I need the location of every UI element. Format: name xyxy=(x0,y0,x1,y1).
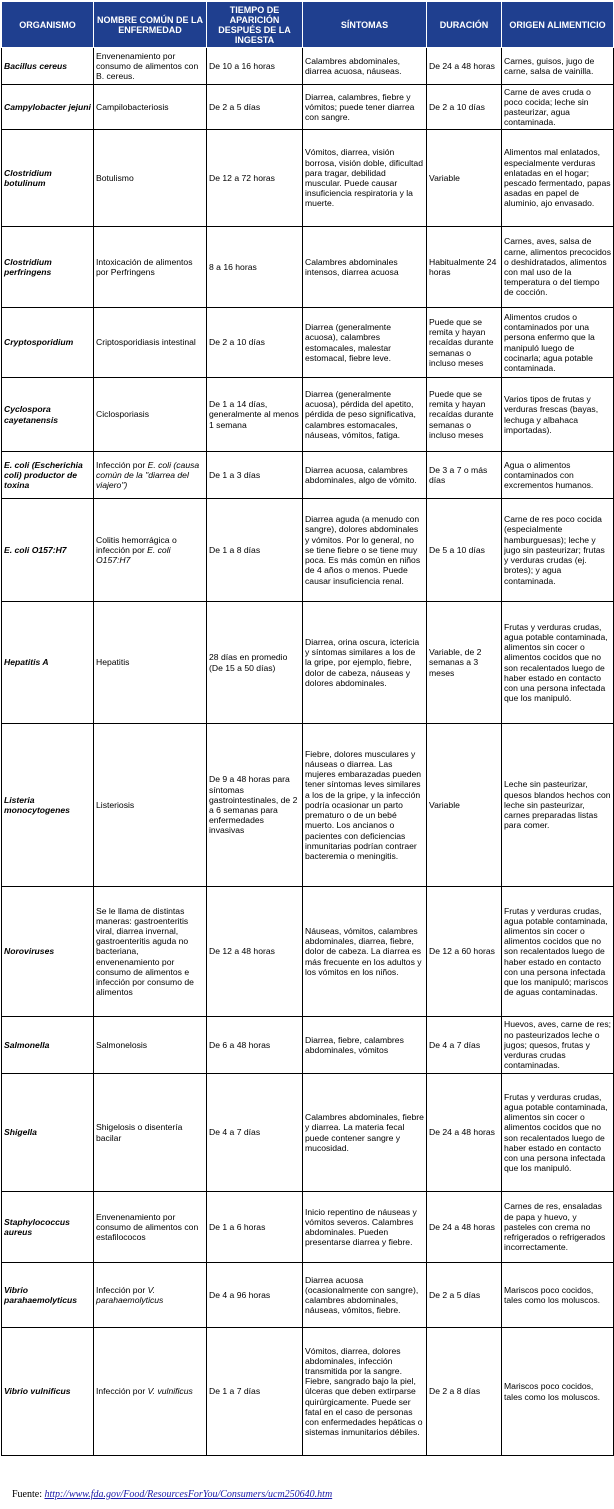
disease-cell: Envenenamiento por consumo de alimentos con B. cereus. xyxy=(94,48,207,85)
organism-cell: Clostridium perfringens xyxy=(2,227,94,308)
foodborne-illness-table-container xyxy=(1,1,613,1456)
organism-cell: Staphylococcus aureus xyxy=(2,1192,94,1263)
symptoms-cell: Diarrea, orina oscura, ictericia y síntomas similares a los de la gripe, por ejemplo, fiebre, dolor de cabeza, náuseas y dolores abdominales. xyxy=(303,602,427,724)
symptoms-cell: Diarrea acuosa, calambres abdominales, algo de vómito. xyxy=(303,452,427,499)
disease-cell: Ciclosporiasis xyxy=(94,378,207,452)
disease-text: Infección por xyxy=(96,459,148,470)
disease-cell: Shigelosis o disentería bacilar xyxy=(94,1074,207,1192)
onset-cell: De 12 a 48 horas xyxy=(207,887,303,1017)
source-cell: Carne de aves cruda o poco cocida; leche sin pasteurizar, agua contaminada. xyxy=(502,85,614,130)
symptoms-cell: Inicio repentino de náuseas y vómitos severos. Calambres abdominales. Pueden presentarse diarrea y fiebre. xyxy=(303,1192,427,1263)
disease-cell: Botulismo xyxy=(94,130,207,227)
table-row xyxy=(2,85,614,130)
source-cell: Carnes de res, ensaladas de papa y huevo, y pasteles con crema no refrigerados o refrigerados incorrectamente. xyxy=(502,1192,614,1263)
table-row xyxy=(2,227,614,308)
disease-cell: Se le llama de distintas maneras: gastroenteritis viral, diarrea invernal, gastroenteritis aguda no bacteriana, envenenamiento por consumo de alimentos e infección por consumo de alimentos xyxy=(94,887,207,1017)
source-cell: Agua o alimentos contaminados con excrementos humanos. xyxy=(502,452,614,499)
disease-text: Infección por xyxy=(96,1386,148,1397)
symptoms-cell: Calambres abdominales intensos, diarrea acuosa xyxy=(303,227,427,308)
onset-cell: De 9 a 48 horas para síntomas gastrointestinales, de 2 a 6 semanas para enfermedades invasivas xyxy=(207,724,303,887)
onset-cell: De 12 a 72 horas xyxy=(207,130,303,227)
disease-cell: Salmonelosis xyxy=(94,1017,207,1074)
source-cell: Huevos, aves, carne de res; no pasteurizados leche o jugos; quesos, frutas y verduras crudas contaminadas. xyxy=(502,1017,614,1074)
symptoms-cell: Diarrea (generalmente acuosa), calambres estomacales, malestar estomacal, fiebre leve. xyxy=(303,308,427,378)
disease-text: Infección por xyxy=(96,1284,148,1295)
source-cell: Frutas y verduras crudas, agua potable contaminada, alimentos sin cocer o alimentos cocidos que no son recalentados luego de haber estado en contacto con una persona infectada que los manipuló. xyxy=(502,602,614,724)
table-row xyxy=(2,1017,614,1074)
table-row xyxy=(2,1192,614,1263)
symptoms-cell: Vómitos, diarrea, dolores abdominales, infección transmitida por la sangre. Fiebre, sangrado bajo la piel, úlceras que deben extirparse quirúrgicamente. Puede ser fatal en el caso de personas con enfermedades hepáticas o sistemas inmunitarios débiles. xyxy=(303,1328,427,1456)
symptoms-cell: Diarrea, fiebre, calambres abdominales, vómitos xyxy=(303,1017,427,1074)
disease-cell: Listeriosis xyxy=(94,724,207,887)
source-cell: Alimentos crudos o contaminados por una persona enfermo que la manipuló luego de cocinarla; agua potable contaminada. xyxy=(502,308,614,378)
organism-cell: Listeria monocytogenes xyxy=(2,724,94,887)
table-row xyxy=(2,378,614,452)
organism-cell: E. coli O157:H7 xyxy=(2,499,94,602)
onset-cell: De 2 a 10 días xyxy=(207,308,303,378)
onset-cell: De 6 a 48 horas xyxy=(207,1017,303,1074)
source-cell: Frutas y verduras crudas, agua potable contaminada, alimentos sin cocer o alimentos cocidos que no son recalentados luego de haber estado en contacto con una persona infectada que los manipuló. xyxy=(502,1074,614,1192)
duration-cell: De 24 a 48 horas xyxy=(427,1192,502,1263)
duration-cell: De 3 a 7 o más días xyxy=(427,452,502,499)
onset-cell: De 4 a 96 horas xyxy=(207,1263,303,1328)
header-symptoms: SÍNTOMAS xyxy=(303,2,427,48)
source-cell: Frutas y verduras crudas, agua potable contaminada, alimentos sin cocer o alimentos cocidos que no son recalentados luego de haber estado en contacto con una persona infectada que los manipuló; mariscos de aguas contaminadas. xyxy=(502,887,614,1017)
duration-cell: Variable xyxy=(427,724,502,887)
symptoms-cell: Diarrea aguda (a menudo con sangre), dolores abdominales y vómitos. Por lo general, no se tiene fiebre o se tiene muy poca. Es más común en niños de 4 años o menos. Puede causar insuficiencia renal. xyxy=(303,499,427,602)
table-row xyxy=(2,724,614,887)
source-link[interactable]: http://www.fda.gov/Food/ResourcesForYou/Consumers/ucm250640.htm xyxy=(44,1489,333,1500)
disease-italic-text: V. vulnificus xyxy=(147,1386,193,1397)
duration-cell: De 4 a 7 días xyxy=(427,1017,502,1074)
onset-cell: De 10 a 16 horas xyxy=(207,48,303,85)
source-cell: Varios tipos de frutas y verduras frescas (bayas, lechuga y albahaca importadas). xyxy=(502,378,614,452)
duration-cell: Habitualmente 24 horas xyxy=(427,227,502,308)
symptoms-cell: Diarrea (generalmente acuosa), pérdida del apetito, pérdida de peso significativa, calambres estomacales, náuseas, vómitos, fatiga. xyxy=(303,378,427,452)
symptoms-cell: Vómitos, diarrea, visión borrosa, visión doble, dificultad para tragar, debilidad muscular. Puede causar insuficiencia respiratoria y la muerte. xyxy=(303,130,427,227)
source-footer xyxy=(12,1489,332,1500)
source-cell: Mariscos poco cocidos, tales como los moluscos. xyxy=(502,1263,614,1328)
organism-cell: Noroviruses xyxy=(2,887,94,1017)
disease-italic-text: V. parahaemolyticus xyxy=(96,1284,164,1305)
organism-cell: Clostridium botulinum xyxy=(2,130,94,227)
source-cell: Carnes, aves, salsa de carne, alimentos precocidos o deshidratados, alimentos con mal uso de la temperatura o del tiempo de cocción. xyxy=(502,227,614,308)
disease-cell xyxy=(94,499,207,602)
onset-cell: De 2 a 5 días xyxy=(207,85,303,130)
source-cell: Carne de res poco cocida (especialmente hamburguesas); leche y jugo sin pasteurizar; frutas y verduras crudas (ej. brotes); y agua contaminada. xyxy=(502,499,614,602)
symptoms-cell: Diarrea, calambres, fiebre y vómitos; puede tener diarrea con sangre. xyxy=(303,85,427,130)
duration-cell: Variable xyxy=(427,130,502,227)
source-label: Fuente: xyxy=(12,1489,45,1500)
organism-cell: Hepatitis A xyxy=(2,602,94,724)
table-row xyxy=(2,452,614,499)
table-row xyxy=(2,48,614,85)
duration-cell: De 2 a 10 días xyxy=(427,85,502,130)
organism-cell: Vibrio vulnificus xyxy=(2,1328,94,1456)
foodborne-illness-table xyxy=(1,1,614,1456)
symptoms-cell: Diarrea acuosa (ocasionalmente con sangre), calambres abdominales, náuseas, vómitos, fiebre. xyxy=(303,1263,427,1328)
disease-cell: Campilobacteriosis xyxy=(94,85,207,130)
organism-cell: Cryptosporidium xyxy=(2,308,94,378)
onset-cell: De 1 a 8 días xyxy=(207,499,303,602)
disease-italic-text: E. coli O157:H7 xyxy=(96,544,171,566)
disease-cell: Envenenamiento por consumo de alimentos con estafilococos xyxy=(94,1192,207,1263)
symptoms-cell: Calambres abdominales, diarrea acuosa, náuseas. xyxy=(303,48,427,85)
disease-italic-text: E. coli (causa común de la "diarrea del viajero") xyxy=(96,459,200,491)
onset-cell: De 1 a 6 horas xyxy=(207,1192,303,1263)
table-row xyxy=(2,308,614,378)
duration-cell: De 5 a 10 días xyxy=(427,499,502,602)
duration-cell: Puede que se remita y hayan recaídas durante semanas o incluso meses xyxy=(427,308,502,378)
onset-cell: 28 días en promedio (De 15 a 50 días) xyxy=(207,602,303,724)
header-disease: NOMBRE COMÚN DE LA ENFERMEDAD xyxy=(94,2,207,48)
disease-cell xyxy=(94,1328,207,1456)
header-row xyxy=(2,2,614,48)
onset-cell: De 1 a 14 días, generalmente al menos 1 semana xyxy=(207,378,303,452)
source-cell: Mariscos poco cocidos, tales como los moluscos. xyxy=(502,1328,614,1456)
organism-cell: Cyclospora cayetanensis xyxy=(2,378,94,452)
onset-cell: De 1 a 3 días xyxy=(207,452,303,499)
source-cell: Carnes, guisos, jugo de carne, salsa de vainilla. xyxy=(502,48,614,85)
disease-cell xyxy=(94,452,207,499)
symptoms-cell: Fiebre, dolores musculares y náuseas o diarrea. Las mujeres embarazadas pueden tener síntomas leves similares a los de la gripe, y la infección podría ocasionar un parto prematuro o de un bebé muerto. Los ancianos o pacientes con deficiencias inmunitarias podrían contraer bacteremia o meningitis. xyxy=(303,724,427,887)
duration-cell: De 24 a 48 horas xyxy=(427,1074,502,1192)
source-cell: Alimentos mal enlatados, especialmente verduras enlatadas en el hogar; pescado fermentado, papas asadas en papel de aluminio, ajo envasado. xyxy=(502,130,614,227)
duration-cell: De 2 a 8 días xyxy=(427,1328,502,1456)
table-row xyxy=(2,1074,614,1192)
duration-cell: De 24 a 48 horas xyxy=(427,48,502,85)
disease-cell: Hepatitis xyxy=(94,602,207,724)
table-row xyxy=(2,130,614,227)
table-row xyxy=(2,1328,614,1456)
onset-cell: 8 a 16 horas xyxy=(207,227,303,308)
header-onset: TIEMPO DE APARICIÓN DESPUÉS DE LA INGESTA xyxy=(207,2,303,48)
disease-cell: Criptosporidiasis intestinal xyxy=(94,308,207,378)
duration-cell: Puede que se remita y hayan recaídas durante semanas o incluso meses xyxy=(427,378,502,452)
onset-cell: De 4 a 7 días xyxy=(207,1074,303,1192)
table-row xyxy=(2,887,614,1017)
header-duration: DURACIÓN xyxy=(427,2,502,48)
organism-cell: E. coli (Escherichia coli) productor de toxina xyxy=(2,452,94,499)
table-row xyxy=(2,499,614,602)
organism-cell: Vibrio parahaemolyticus xyxy=(2,1263,94,1328)
symptoms-cell: Calambres abdominales, fiebre y diarrea. La materia fecal puede contener sangre y mucosidad. xyxy=(303,1074,427,1192)
disease-cell: Intoxicación de alimentos por Perfringens xyxy=(94,227,207,308)
organism-cell: Salmonella xyxy=(2,1017,94,1074)
onset-cell: De 1 a 7 días xyxy=(207,1328,303,1456)
source-cell: Leche sin pasteurizar, quesos blandos hechos con leche sin pasteurizar, carnes preparadas listas para comer. xyxy=(502,724,614,887)
duration-cell: De 2 a 5 días xyxy=(427,1263,502,1328)
organism-cell: Bacillus cereus xyxy=(2,48,94,85)
header-source: ORIGEN ALIMENTICIO xyxy=(502,2,614,48)
header-organism: ORGANISMO xyxy=(2,2,94,48)
table-row xyxy=(2,602,614,724)
organism-cell: Shigella xyxy=(2,1074,94,1192)
duration-cell: De 12 a 60 horas xyxy=(427,887,502,1017)
organism-cell: Campylobacter jejuni xyxy=(2,85,94,130)
symptoms-cell: Náuseas, vómitos, calambres abdominales, diarrea, fiebre, dolor de cabeza. La diarrea es más frecuente en los adultos y los vómitos en los niños. xyxy=(303,887,427,1017)
table-row xyxy=(2,1263,614,1328)
disease-cell xyxy=(94,1263,207,1328)
disease-text: Colitis hemorrágica o infección por xyxy=(96,534,177,555)
duration-cell: Variable, de 2 semanas a 3 meses xyxy=(427,602,502,724)
